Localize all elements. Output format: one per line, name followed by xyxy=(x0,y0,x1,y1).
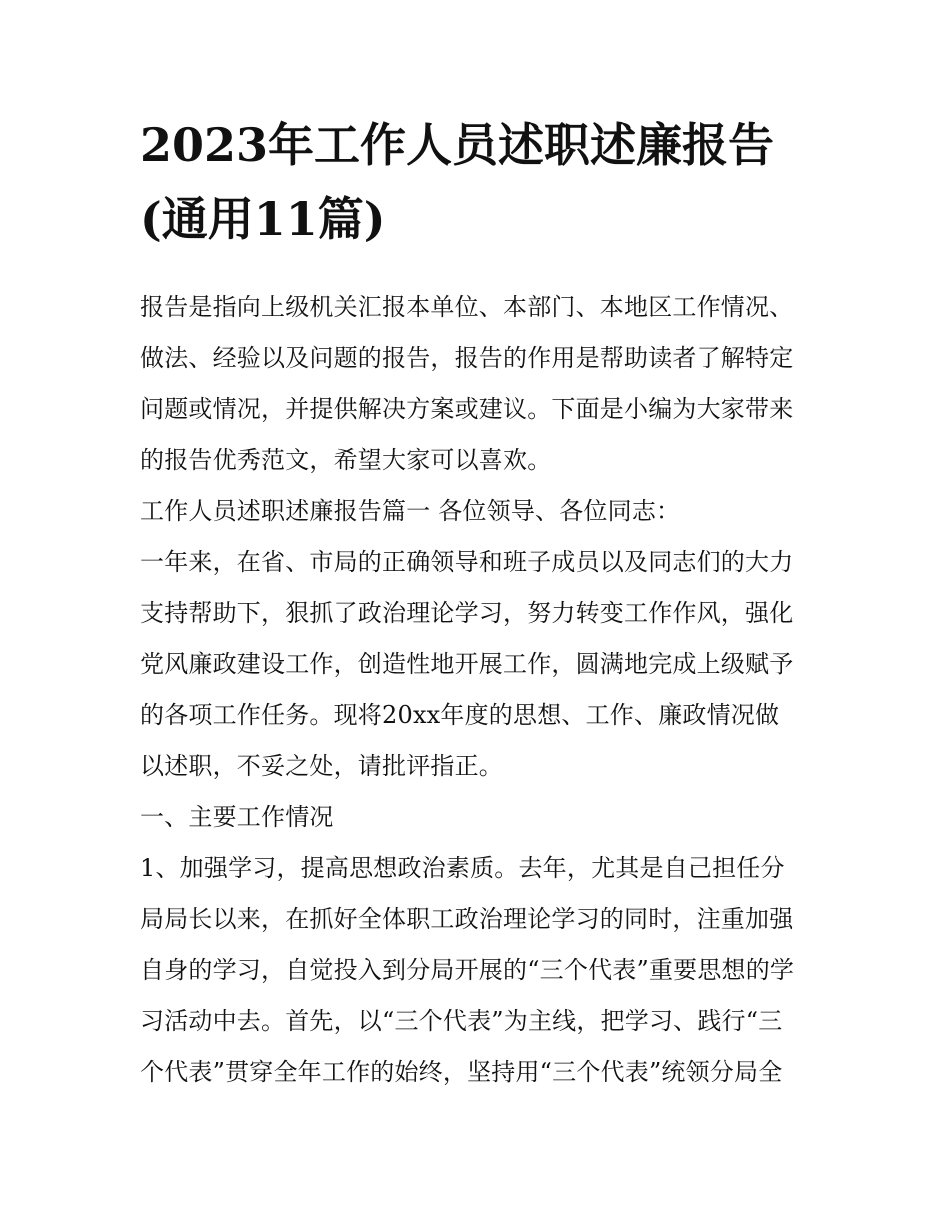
text-line: 的报告优秀范文，希望大家可以喜欢。 xyxy=(140,446,552,474)
text-line: 工作人员述职述廉报告篇一 各位领导、各位同志： xyxy=(140,497,681,525)
text-line: 一年来，在省、市局的正确领导和班子成员以及同志们的大力 xyxy=(140,548,794,576)
text-line: 局局长以来，在抓好全体职工政治理论学习的同时，注重加强 xyxy=(140,905,794,933)
title-line: 2023年工作人员述职述廉报告 xyxy=(140,118,775,172)
text-line: 习活动中去。首先，以“三个代表”为主线，把学习、践行“三 xyxy=(140,1007,783,1035)
body-paragraph xyxy=(140,843,830,1098)
text-line: 党风廉政建设工作，创造性地开展工作，圆满地完成上级赋予 xyxy=(140,650,794,678)
subheading-paragraph xyxy=(140,792,830,843)
text-line: 1、加强学习，提高思想政治素质。去年，尤其是自己担任分 xyxy=(140,854,785,882)
text-line: 以述职，不妥之处，请批评指正。 xyxy=(140,752,503,780)
section-heading-paragraph xyxy=(140,486,830,537)
text-line: 一、主要工作情况 xyxy=(140,803,334,831)
text-line: 问题或情况，并提供解决方案或建议。下面是小编为大家带来 xyxy=(140,395,794,423)
text-line: 支持帮助下，狠抓了政治理论学习，努力转变工作作风，强化 xyxy=(140,599,794,627)
text-line: 的各项工作任务。现将20xx年度的思想、工作、廉政情况做 xyxy=(140,701,780,729)
document-body xyxy=(140,282,830,1098)
text-line: 个代表”贯穿全年工作的始终，坚持用“三个代表”统领分局全 xyxy=(140,1058,783,1086)
document-title xyxy=(140,108,830,256)
body-paragraph xyxy=(140,537,830,792)
text-line: 做法、经验以及问题的报告，报告的作用是帮助读者了解特定 xyxy=(140,344,794,372)
text-line: 报告是指向上级机关汇报本单位、本部门、本地区工作情况、 xyxy=(140,293,794,321)
intro-paragraph xyxy=(140,282,830,486)
text-line: 自身的学习，自觉投入到分局开展的“三个代表”重要思想的学 xyxy=(140,956,795,984)
title-line: (通用11篇) xyxy=(140,192,386,246)
